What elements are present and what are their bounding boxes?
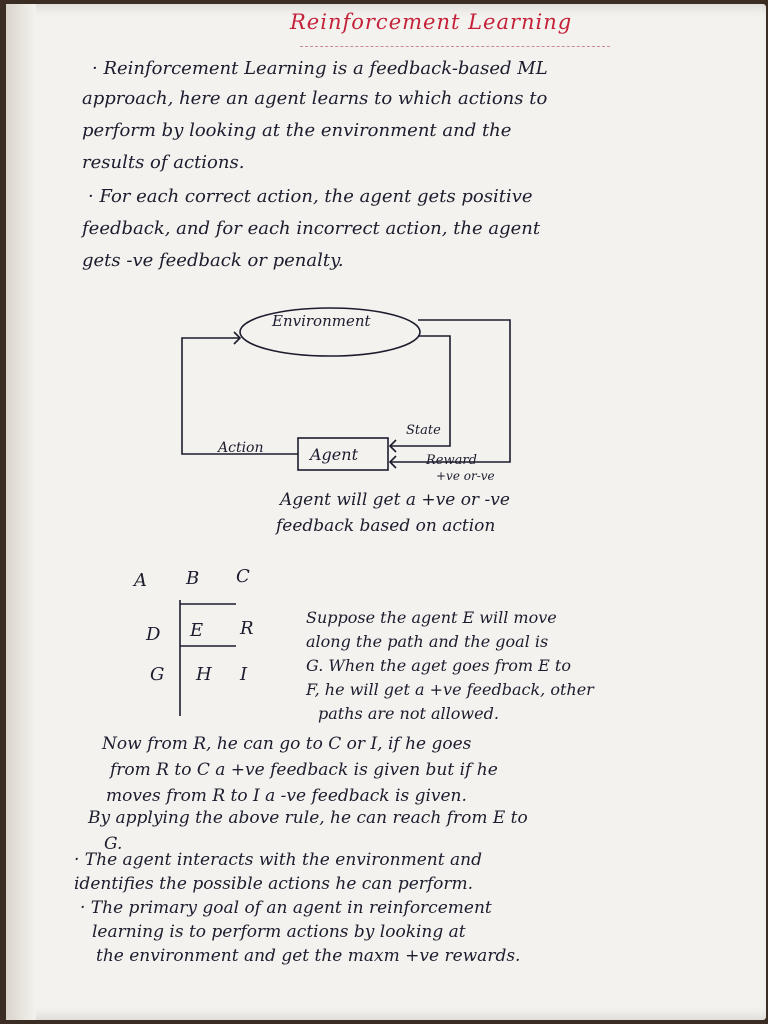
- bullet-line: · The primary goal of an agent in reinforcement: [80, 898, 492, 918]
- example-line: By applying the above rule, he can reach from E to: [88, 808, 528, 828]
- example-line: paths are not allowed.: [318, 704, 499, 723]
- paragraph-line: perform by looking at the environment and the: [82, 120, 512, 141]
- paragraph-line: gets -ve feedback or penalty.: [82, 250, 344, 271]
- paragraph-line: · Reinforcement Learning is a feedback-based ML: [92, 58, 548, 79]
- bullet-line: the environment and get the maxm +ve rewards.: [96, 946, 521, 966]
- page-binding-shadow: [6, 4, 36, 1020]
- example-line: moves from R to I a -ve feedback is given.: [106, 786, 467, 806]
- diagram-caption: feedback based on action: [276, 516, 496, 536]
- example-line: G. When the aget goes from E to: [306, 656, 571, 675]
- action-path: [182, 338, 298, 454]
- example-line: F, he will get a +ve feedback, other: [306, 680, 594, 699]
- grid-cell: R: [240, 618, 254, 639]
- diagram-caption: Agent will get a +ve or -ve: [280, 490, 510, 510]
- grid-lines: [172, 596, 252, 720]
- agent-label: Agent: [310, 445, 358, 464]
- reward-note: +ve or-ve: [436, 469, 495, 483]
- example-line: from R to C a +ve feedback is given but if he: [110, 760, 498, 780]
- state-label: State: [406, 423, 441, 438]
- page-title: Reinforcement Learning: [290, 10, 573, 34]
- grid-cell: I: [240, 664, 248, 685]
- grid-cell: E: [190, 620, 204, 641]
- paragraph-line: approach, here an agent learns to which actions to: [82, 88, 548, 109]
- paragraph-line: feedback, and for each incorrect action, the agent: [82, 218, 541, 239]
- grid-col-label: C: [236, 566, 250, 587]
- title-underline: [300, 46, 610, 47]
- rl-loop-diagram: [170, 296, 530, 486]
- grid-row-label: G: [150, 664, 165, 685]
- bullet-line: learning is to perform actions by looking at: [92, 922, 466, 942]
- paragraph-line: results of actions.: [82, 152, 245, 173]
- reward-label: Reward: [426, 453, 477, 468]
- grid-row-label: D: [146, 624, 161, 645]
- example-line: along the path and the goal is: [306, 632, 549, 651]
- action-label: Action: [218, 440, 264, 456]
- environment-label: Environment: [272, 312, 371, 330]
- bullet-line: · The agent interacts with the environment and: [74, 850, 482, 870]
- bullet-line: identifies the possible actions he can perform.: [74, 874, 474, 894]
- example-line: Suppose the agent E will move: [306, 608, 557, 627]
- grid-col-label: B: [186, 568, 200, 589]
- example-line: Now from R, he can go to C or I, if he goes: [102, 734, 472, 754]
- grid-cell: H: [196, 664, 212, 685]
- grid-col-label: A: [134, 570, 147, 591]
- paragraph-line: · For each correct action, the agent gets positive: [88, 186, 533, 207]
- example-line: G.: [104, 834, 123, 854]
